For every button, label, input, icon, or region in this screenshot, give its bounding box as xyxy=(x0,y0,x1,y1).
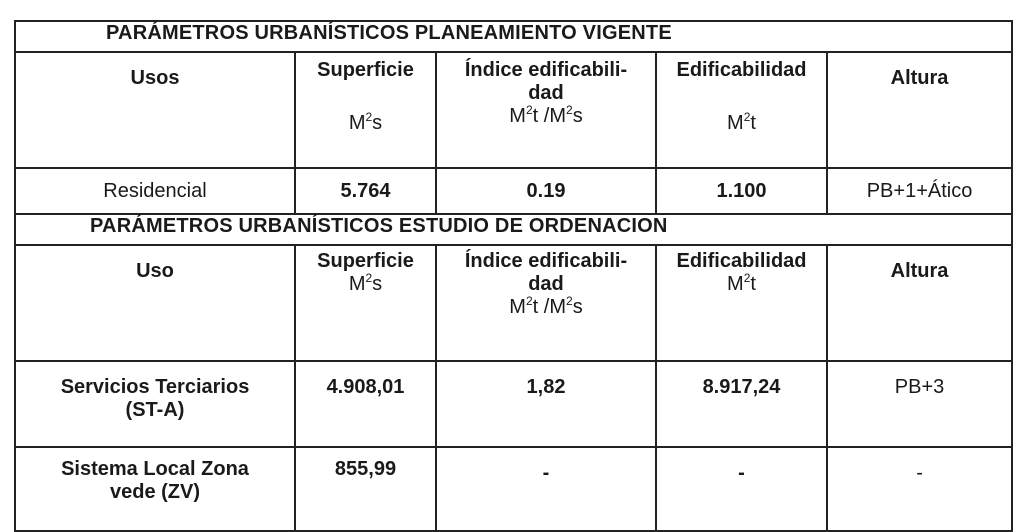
table1-cell-edificabilidad: 1.100 xyxy=(656,168,827,214)
table2-cell-superficie: 855,99 xyxy=(295,447,436,531)
table2-header-edificabilidad: Edificabilidad $M^2t$ xyxy=(656,245,827,361)
table2-cell-altura: - xyxy=(827,447,1012,531)
table-row xyxy=(15,361,1012,447)
table2-cell-uso: Sistema Local Zona vede (ZV) xyxy=(15,447,295,531)
table2-cell-edificabilidad: - xyxy=(656,447,827,531)
table2-header-altura: Altura xyxy=(827,245,1012,361)
table1-title: PARÁMETROS URBANÍSTICOS PLANEAMIENTO VIGENTE xyxy=(15,21,1012,52)
table2-superficie-unit: $M^2s$ xyxy=(348,271,383,295)
table1-header-usos: Usos xyxy=(15,52,295,168)
table1-header-row xyxy=(15,52,1012,168)
table-row xyxy=(15,447,1012,531)
table2-header-superficie: Superficie $M^2s$ xyxy=(295,245,436,361)
table2-cell-indice: 1,82 xyxy=(436,361,656,447)
table2-header-row xyxy=(15,245,1012,361)
table-row xyxy=(15,168,1012,214)
table1-cell-superficie: 5.764 xyxy=(295,168,436,214)
table1-edificabilidad-unit: $M^2t$ xyxy=(727,110,756,134)
table2-title: PARÁMETROS URBANÍSTICOS ESTUDIO DE ORDENACION xyxy=(15,214,1012,245)
table1-header-indice: Índice edificabili- dad $M^2t$ $/M^2s$ xyxy=(436,52,656,168)
table2-indice-unit: $M^2t$ $/M^2s$ xyxy=(509,294,583,318)
table2-header-uso: Uso xyxy=(15,245,295,361)
table1-header-superficie: Superficie $M^2s$ xyxy=(295,52,436,168)
table2-cell-uso: Servicios Terciarios (ST-A) xyxy=(15,361,295,447)
table1-cell-uso: Residencial xyxy=(15,168,295,214)
table1-cell-indice: 0.19 xyxy=(436,168,656,214)
table2-cell-superficie: 4.908,01 xyxy=(295,361,436,447)
table1-header-edificabilidad: Edificabilidad $M^2t$ xyxy=(656,52,827,168)
table1-header-altura: Altura xyxy=(827,52,1012,168)
table2-header-indice: Índice edificabili- dad $M^2t$ $/M^2s$ xyxy=(436,245,656,361)
table2-cell-edificabilidad: 8.917,24 xyxy=(656,361,827,447)
table2-edificabilidad-unit: $M^2t$ xyxy=(727,271,756,295)
table2-cell-altura: PB+3 xyxy=(827,361,1012,447)
table2-cell-indice: - xyxy=(436,447,656,531)
table2-title-row xyxy=(15,214,1012,245)
table1-title-row xyxy=(15,21,1012,52)
urban-parameters-table xyxy=(14,20,1013,532)
table1-indice-unit: $M^2t$ $/M^2s$ xyxy=(509,103,583,127)
table1-cell-altura: PB+1+Ático xyxy=(827,168,1012,214)
table1-superficie-unit: $M^2s$ xyxy=(348,110,383,134)
